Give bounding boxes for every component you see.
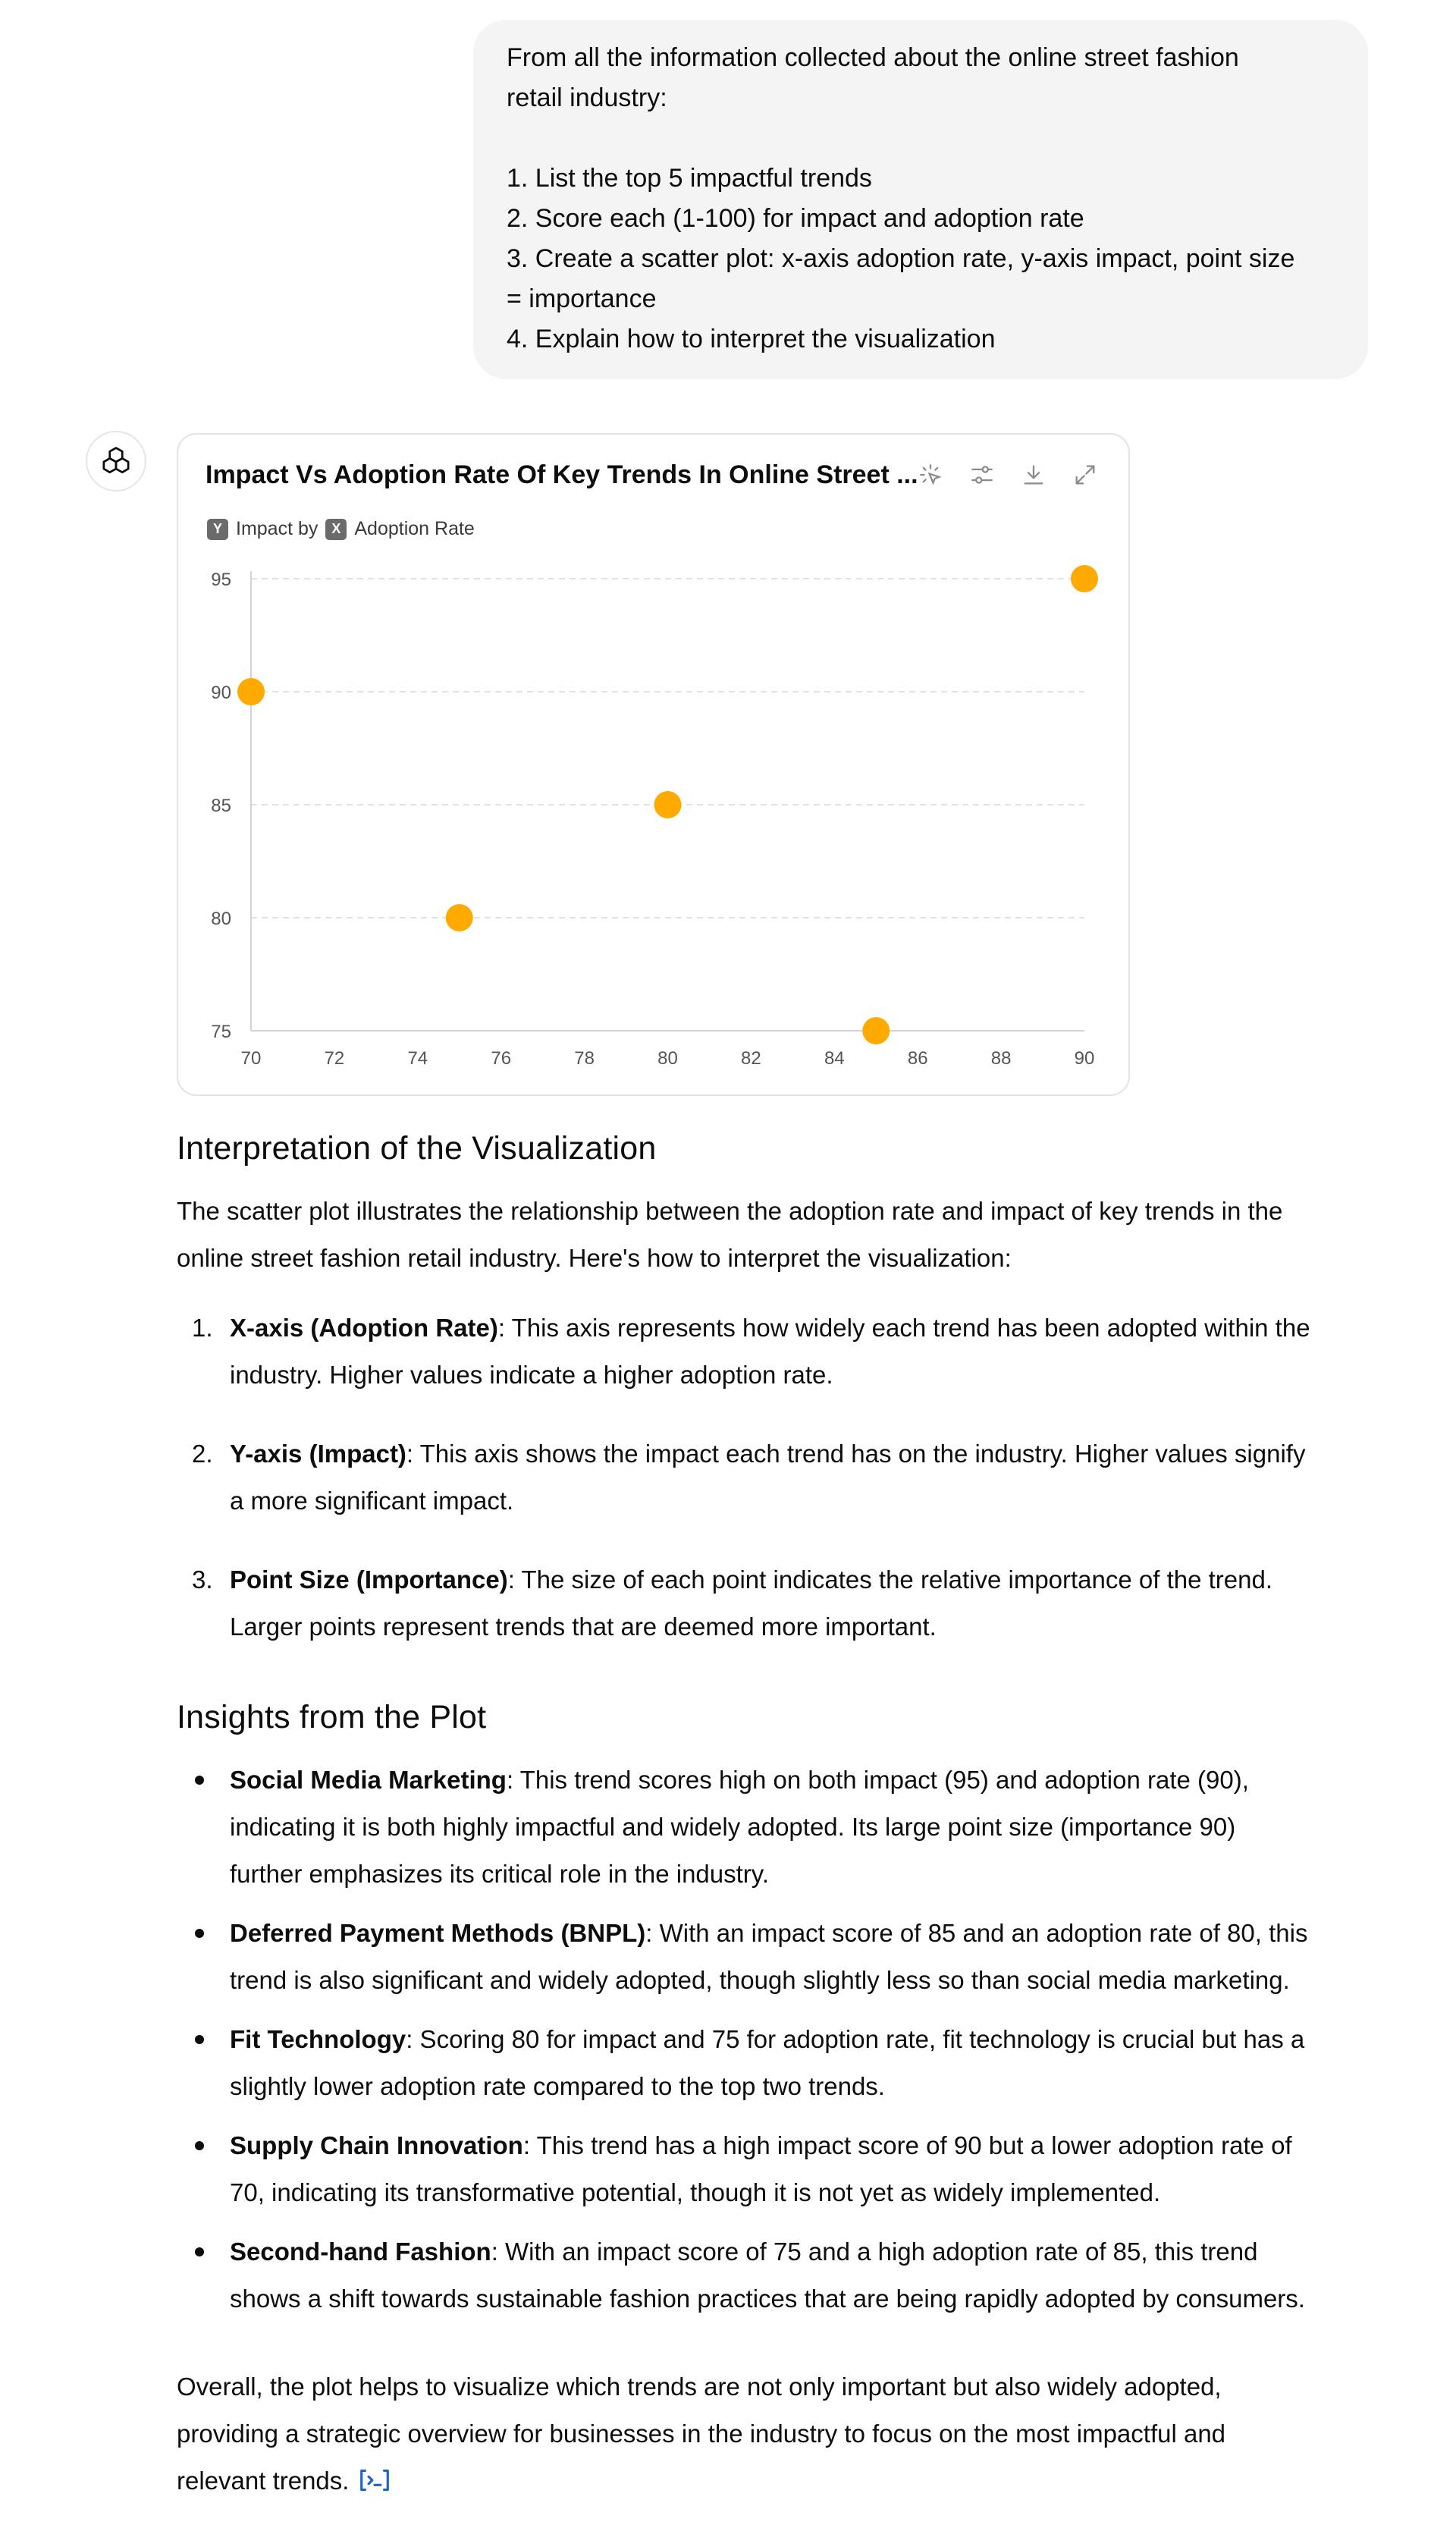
list-item-text: trend is also significant and widely adopted, though slightly less so than social media marketing. [230, 1966, 1290, 1994]
x-tick-label: 84 [824, 1048, 845, 1069]
bullet-icon [195, 2035, 204, 2044]
y-axis-legend-label: Impact by [236, 518, 318, 539]
list-item [177, 2228, 1375, 2322]
conclusion-line: relevant trends. [177, 2467, 350, 2495]
list-item [177, 1556, 1371, 1650]
data-point[interactable] [446, 904, 473, 931]
list-item-bold: X-axis (Adoption Rate) [230, 1314, 498, 1342]
chart-title: Impact Vs Adoption Rate Of Key Trends In Online Street ... [206, 460, 918, 489]
interpretation-intro [177, 1188, 1371, 1282]
user-message-line: From all the information collected about the online street fashion [507, 43, 1239, 72]
interpretation-list [177, 1305, 1371, 1682]
x-axis-legend-label: Adoption Rate [354, 518, 475, 539]
list-item-text: : The size of each point indicates the relative importance of the trend. [507, 1565, 1273, 1594]
list-item-text: Larger points represent trends that are deemed more important. [230, 1613, 937, 1641]
openai-logo-icon [99, 444, 133, 478]
bullet-icon [195, 1776, 204, 1785]
x-tick-label: 86 [907, 1048, 928, 1069]
x-tick-label: 72 [324, 1048, 345, 1069]
conclusion-line: providing a strategic overview for businesses in the industry to focus on the most impactful and [177, 2420, 1226, 2448]
intro-line: The scatter plot illustrates the relationship between the adoption rate and impact of key trends in the [177, 1197, 1283, 1225]
user-message-line: = importance [507, 284, 657, 313]
list-item-text: industry. Higher values indicate a higher adoption rate. [230, 1361, 833, 1389]
list-item-text: further emphasizes its critical role in the industry. [230, 1860, 769, 1888]
y-tick-label: 90 [211, 683, 231, 703]
assistant-avatar [86, 431, 146, 491]
x-axis-chip: X [325, 519, 347, 540]
user-message-line: 2. Score each (1-100) for impact and adoption rate [507, 204, 1084, 233]
interpretation-heading: Interpretation of the Visualization [177, 1130, 657, 1167]
list-item [177, 1757, 1375, 1898]
list-item-text: indicating it is both highly impactful and widely adopted. Its large point size (importance 90) [230, 1813, 1236, 1841]
list-item [177, 1430, 1371, 1525]
list-item-text: : With an impact score of 85 and an adoption rate of 80, this [645, 1919, 1308, 1947]
intro-line: online street fashion retail industry. Here's how to interpret the visualization: [177, 1244, 1012, 1272]
x-tick-label: 78 [574, 1048, 595, 1069]
list-item-text: a more significant impact. [230, 1487, 514, 1515]
list-item-bold: Point Size (Importance) [230, 1565, 508, 1594]
x-tick-label: 80 [657, 1048, 678, 1069]
list-item-text: 70, indicating its transformative potential, though it is not yet as widely implemented. [230, 2178, 1161, 2206]
conclusion-line: Overall, the plot helps to visualize which trends are not only important but also widely adopted, [177, 2373, 1222, 2401]
user-message-line: 1. List the top 5 impactful trends [507, 164, 872, 193]
user-message-line: retail industry: [507, 83, 667, 112]
list-number: 1. [192, 1314, 213, 1342]
user-message-line: 3. Create a scatter plot: x-axis adoption rate, y-axis impact, point size [507, 244, 1295, 273]
x-tick-label: 70 [240, 1048, 262, 1069]
x-tick-label: 88 [990, 1048, 1012, 1069]
data-point[interactable] [862, 1017, 890, 1044]
list-item [177, 1305, 1371, 1399]
list-item-text: : This trend has a high impact score of 90 but a lower adoption rate of [522, 2131, 1292, 2159]
y-tick-label: 80 [211, 909, 231, 929]
bullet-icon [195, 1929, 204, 1938]
scatter-plot [178, 435, 1131, 1098]
y-tick-label: 85 [211, 796, 231, 816]
list-item-bold: Supply Chain Innovation [230, 2131, 523, 2159]
list-item-text: : This axis represents how widely each trend has been adopted within the [497, 1314, 1310, 1342]
list-item-bold: Social Media Marketing [230, 1766, 507, 1794]
list-item [177, 2122, 1375, 2216]
list-item-text: : Scoring 80 for impact and 75 for adoption rate, fit technology is crucial but has a [406, 2025, 1305, 2053]
x-tick-label: 82 [741, 1048, 761, 1069]
list-number: 2. [192, 1440, 213, 1468]
list-number: 3. [192, 1565, 213, 1594]
bullet-icon [195, 2247, 204, 2256]
x-tick-label: 90 [1074, 1048, 1095, 1069]
list-item-text: : This trend scores high on both impact (95) and adoption rate (90), [506, 1766, 1249, 1794]
x-tick-label: 74 [407, 1048, 428, 1069]
chart-card [177, 433, 1130, 1096]
user-message-bubble [473, 20, 1368, 379]
data-point[interactable] [237, 678, 265, 705]
list-item-bold: Deferred Payment Methods (BNPL) [230, 1919, 646, 1947]
x-tick-label: 76 [491, 1048, 512, 1069]
y-axis-chip: Y [207, 519, 228, 540]
list-item-text: shows a shift towards sustainable fashion practices that are being rapidly adopted by consumers. [230, 2285, 1305, 2313]
list-item-bold: Fit Technology [230, 2025, 406, 2053]
list-item-text: : With an impact score of 75 and a high adoption rate of 85, this trend [491, 2238, 1258, 2266]
insights-list [177, 1757, 1375, 2335]
data-point[interactable] [654, 791, 682, 818]
list-item [177, 2016, 1375, 2110]
data-point[interactable] [1071, 565, 1098, 592]
view-analysis-icon[interactable] [358, 2467, 391, 2494]
y-tick-label: 95 [211, 570, 231, 590]
conclusion-paragraph [177, 2363, 1371, 2504]
list-item-bold: Y-axis (Impact) [230, 1440, 406, 1468]
list-item-bold: Second-hand Fashion [230, 2238, 491, 2266]
user-message-line [507, 118, 1335, 159]
y-tick-label: 75 [211, 1022, 231, 1042]
list-item-text: slightly lower adoption rate compared to the top two trends. [230, 2072, 885, 2100]
user-message-line: 4. Explain how to interpret the visualization [507, 325, 996, 353]
bullet-icon [195, 2141, 204, 2150]
insights-heading: Insights from the Plot [177, 1699, 487, 1735]
list-item-text: : This axis shows the impact each trend has on the industry. Higher values signify [406, 1440, 1306, 1468]
list-item [177, 1910, 1375, 2004]
